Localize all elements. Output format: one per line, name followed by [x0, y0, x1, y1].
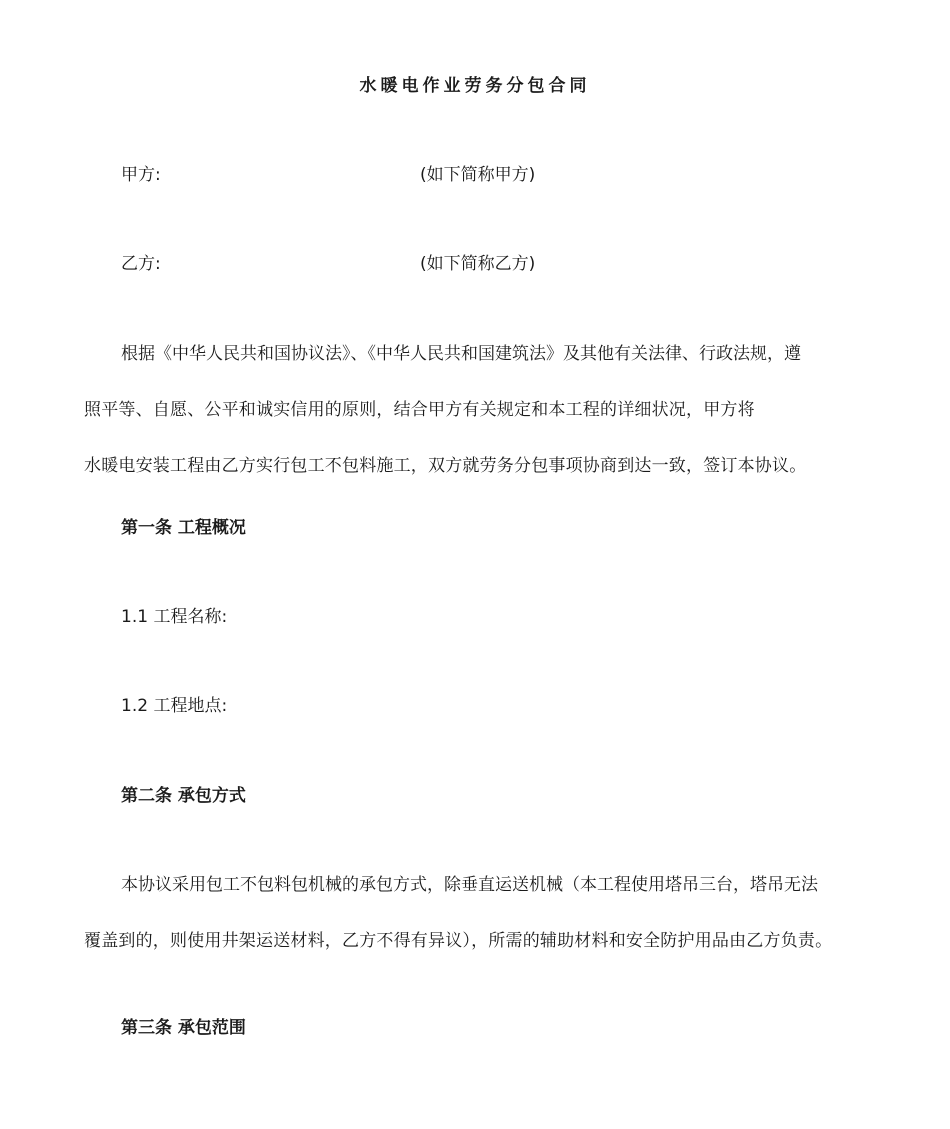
article-3-heading: 第三条 承包范围	[121, 1018, 246, 1038]
article-2-heading: 第二条 承包方式	[121, 786, 246, 806]
party-b-label: 乙方:	[121, 254, 161, 274]
party-b-row	[121, 252, 161, 276]
intro-line-3: 水暖电安装工程由乙方实行包工不包料施工，双方就劳务分包事项协商到达一致，签订本协议。	[84, 456, 807, 476]
article-2-body-line-1: 本协议采用包工不包料包机械的承包方式，除垂直运送机械（本工程使用塔吊三台，塔吊无法	[121, 875, 818, 895]
intro-line-2: 照平等、自愿、公平和诚实信用的原则，结合甲方有关规定和本工程的详细状况，甲方将	[84, 400, 755, 420]
party-a-row	[121, 163, 161, 187]
party-a-label: 甲方:	[121, 165, 161, 185]
article-1-heading: 第一条 工程概况	[121, 518, 246, 538]
intro-line-1: 根据《中华人民共和国协议法》、《中华人民共和国建筑法》及其他有关法律、行政法规，遵	[121, 344, 801, 364]
article-1-item-2: 1.2 工程地点:	[121, 696, 228, 716]
party-b-note: (如下简称乙方)	[420, 254, 536, 274]
party-a-note: (如下简称甲方)	[420, 165, 536, 185]
article-2-body-line-2: 覆盖到的，则使用井架运送材料，乙方不得有异议），所需的辅助材料和安全防护用品由乙方负责。	[84, 931, 833, 951]
article-1-item-1: 1.1 工程名称:	[121, 607, 228, 627]
document-title: 水暖电作业劳务分包合同	[359, 76, 591, 96]
